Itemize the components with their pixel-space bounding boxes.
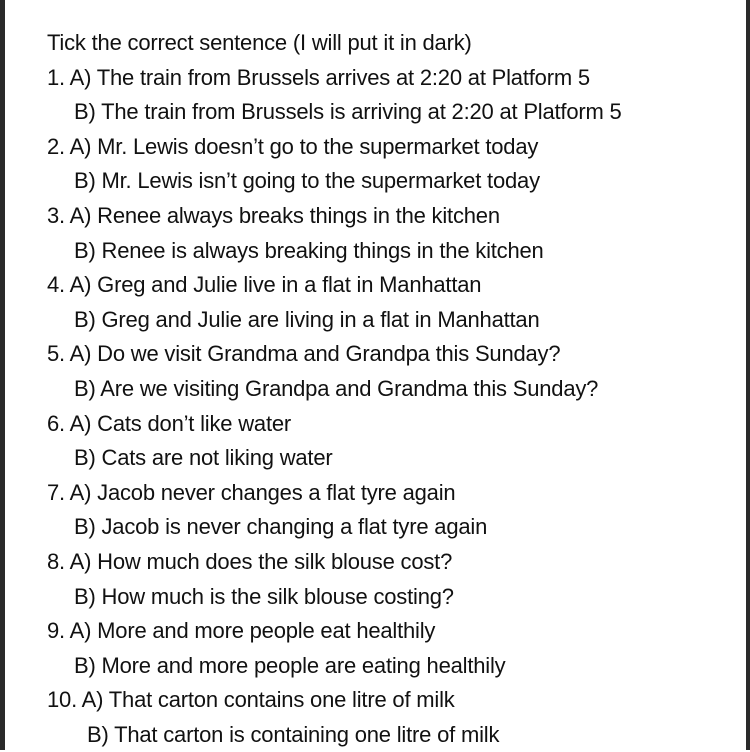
question-7-option-b: B) Jacob is never changing a flat tyre again	[74, 514, 488, 540]
question-4-option-b: B) Greg and Julie are living in a flat in Manhattan	[74, 306, 540, 332]
question-10-option-a: 10. A) That carton contains one litre of milk	[47, 687, 455, 713]
question-9-option-b: B) More and more people are eating healthily	[74, 652, 506, 678]
question-3-option-b: B) Renee is always breaking things in the kitchen	[74, 237, 544, 263]
right-border	[746, 0, 750, 750]
question-9-option-a: 9. A) More and more people eat healthily	[47, 618, 436, 644]
question-6-option-a: 6. A) Cats don’t like water	[47, 410, 292, 436]
question-7-option-a: 7. A) Jacob never changes a flat tyre again	[47, 479, 456, 505]
question-4-option-a: 4. A) Greg and Julie live in a flat in Manhattan	[47, 272, 482, 298]
question-6-option-b: B) Cats are not liking water	[74, 445, 333, 471]
question-10-option-b: B) That carton is containing one litre of milk	[87, 721, 500, 747]
question-5-option-a: 5. A) Do we visit Grandma and Grandpa this Sunday?	[47, 341, 561, 367]
question-2-option-b: B) Mr. Lewis isn’t going to the supermarket today	[74, 168, 540, 194]
left-border	[0, 0, 5, 750]
question-1-option-a: 1. A) The train from Brussels arrives at 2:20 at Platform 5	[47, 64, 590, 90]
question-5-option-b: B) Are we visiting Grandpa and Grandma this Sunday?	[74, 375, 599, 401]
question-8-option-b: B) How much is the silk blouse costing?	[74, 583, 454, 609]
question-3-option-a: 3. A) Renee always breaks things in the kitchen	[47, 202, 500, 228]
question-2-option-a: 2. A) Mr. Lewis doesn’t go to the supermarket today	[47, 133, 539, 159]
instruction-text: Tick the correct sentence (I will put it in dark)	[47, 30, 472, 55]
exercise-content	[47, 26, 737, 752]
question-1-option-b: B) The train from Brussels is arriving at 2:20 at Platform 5	[74, 99, 622, 125]
question-8-option-a: 8. A) How much does the silk blouse cost?	[47, 548, 453, 574]
